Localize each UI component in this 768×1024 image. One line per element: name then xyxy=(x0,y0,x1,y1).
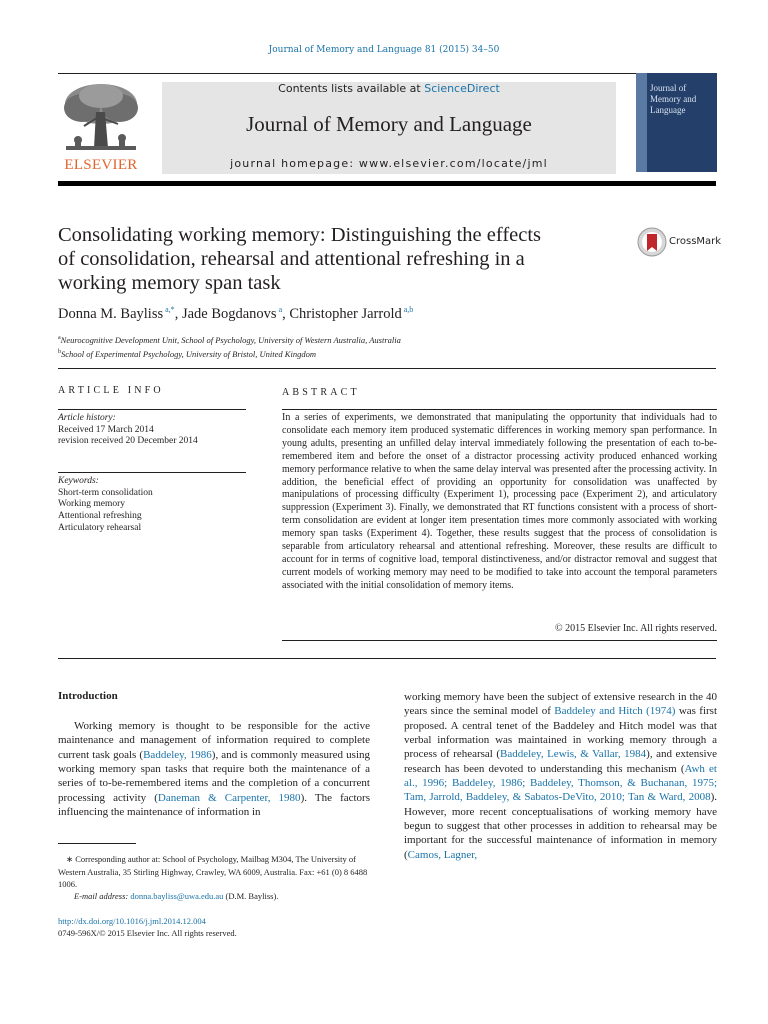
abstract-heading: ABSTRACT xyxy=(282,387,360,398)
header-bottom-rule xyxy=(58,181,716,186)
body-text-run: working memory have been the subject of extensive research in the 40 years since the seminal model of xyxy=(404,691,717,718)
affiliation-marker: a xyxy=(58,335,61,341)
body-separator-rule xyxy=(58,658,716,659)
body-text-run: was first proposed. A central tenet of the Baddeley and Hitch model was that verbal information was maintained in working memory through a process of rehearsal ( xyxy=(404,705,718,761)
doi-link[interactable]: http://dx.doi.org/10.1016/j.jml.2014.12.004 xyxy=(58,916,206,926)
citation-link[interactable]: Daneman & Carpenter, 1980 xyxy=(157,791,301,804)
crossmark-badge[interactable] xyxy=(637,227,722,257)
sciencedirect-link[interactable]: ScienceDirect xyxy=(424,82,500,95)
keywords xyxy=(58,476,246,535)
history-item: revision received 20 December 2014 xyxy=(58,436,198,447)
section-rule xyxy=(58,368,716,369)
keyword-item: Attentional refreshing xyxy=(58,511,142,522)
keyword-item: Working memory xyxy=(58,499,126,510)
article-title-line: of consolidation, rehearsal and attentional refreshing in a xyxy=(58,248,525,270)
cover-text-line: Memory and xyxy=(650,94,697,104)
citation-link[interactable]: Baddeley and Hitch (1974) xyxy=(554,705,676,718)
cover-text xyxy=(650,83,712,116)
author-separator: , xyxy=(174,305,182,322)
affiliations xyxy=(58,332,401,360)
citation-link[interactable]: Baddeley, Lewis, & Vallar, 1984 xyxy=(500,748,647,761)
author-name: Christopher Jarrold xyxy=(289,305,402,322)
body-text-run: Working memory is thought to be responsible for the active maintenance and management of information required to complete current task goals ( xyxy=(58,720,370,761)
journal-homepage[interactable]: journal homepage: www.elsevier.com/locate/jml xyxy=(230,157,548,170)
keyword-item: Short-term consolidation xyxy=(58,487,153,498)
cover-text-line: Journal of xyxy=(650,83,687,93)
journal-title: Journal of Memory and Language xyxy=(246,112,532,136)
affiliation-marker: b xyxy=(58,348,61,355)
email-label: E-mail address: xyxy=(74,891,131,901)
body-text-run: ). The factors influencing the maintenance of information in xyxy=(58,791,370,819)
contents-line xyxy=(162,82,616,95)
author-affiliation-marker[interactable]: a xyxy=(278,305,283,314)
author-separator: , xyxy=(282,305,290,322)
article-title-line: working memory span task xyxy=(58,272,281,294)
affiliation-text: School of Experimental Psychology, University of Bristol, United Kingdom xyxy=(61,348,316,359)
body-text-run: ), and is commonly measured using working memory span tasks that require both the maintenance of a series of to-be-remembered items and the completion of a concurrent processing activity ( xyxy=(58,748,371,804)
affiliation-line xyxy=(58,332,401,346)
author-name: Jade Bogdanovs xyxy=(181,305,277,322)
intro-paragraph-left xyxy=(58,719,370,819)
body-text-run: ), and extensive research has been devoted to understanding this mechanism ( xyxy=(404,748,717,775)
article-info-rule xyxy=(58,472,246,473)
elsevier-logo xyxy=(58,82,144,174)
author-affiliation-marker[interactable]: a,b xyxy=(403,305,414,314)
abstract-rule xyxy=(282,409,717,410)
keyword-item: Articulatory rehearsal xyxy=(58,522,142,533)
journal-citation[interactable]: Journal of Memory and Language 81 (2015) 34–50 xyxy=(268,45,500,55)
author-email-link[interactable]: donna.bayliss@uwa.edu.au xyxy=(130,891,224,901)
cover-text-line: Language xyxy=(650,105,686,115)
header-top-rule xyxy=(58,73,716,74)
journal-masthead xyxy=(162,82,616,174)
author-list xyxy=(58,305,413,323)
journal-cover-thumbnail[interactable] xyxy=(636,73,717,172)
article-title xyxy=(58,223,598,295)
affiliation-text: Neurocognitive Development Unit, School of Psychology, University of Western Australia, Australia xyxy=(60,334,401,345)
body-text-run: ). However, more recent conceptualisations of working memory have begun to suggest that other processes in addition to rehearsal may be important for the successful maintenance of information in memory ( xyxy=(404,791,717,861)
keywords-label: Keywords: xyxy=(58,476,99,486)
footnote-rule xyxy=(58,843,136,844)
corresponding-author-footnote: ∗ Corresponding author at: School of Psychology, Mailbag M304, The University of Western Australia, 35 Stirling Highway, Crawley, WA 6009, Australia. Fax: +61 (0) 8 6488 1006. xyxy=(58,854,368,889)
article-history xyxy=(58,413,246,448)
intro-paragraph-right xyxy=(404,690,717,862)
cover-stripe xyxy=(636,73,647,172)
crossmark-icon xyxy=(637,227,667,257)
affiliation-line xyxy=(58,346,401,360)
abstract-copyright: © 2015 Elsevier Inc. All rights reserved. xyxy=(554,623,717,634)
tree-logo-icon xyxy=(58,82,144,156)
history-item: Received 17 March 2014 xyxy=(58,424,154,435)
author-affiliation-marker[interactable]: a,* xyxy=(165,305,175,314)
citation-link[interactable]: Camos, Lagner, xyxy=(407,848,478,861)
article-title-line: Consolidating working memory: Distinguishing the effects xyxy=(58,224,542,246)
citation-link[interactable]: Awh et al., 1996; Baddeley, 1986; Baddeley, Thomson, & Buchanan, 1975; Tam, Jarrold, Baddeley, & Sabatos-DeVito, 2010; Tan & Ward, 2008 xyxy=(404,762,717,804)
email-suffix: (D.M. Bayliss). xyxy=(223,891,279,901)
history-label: Article history: xyxy=(58,413,116,423)
contents-prefix: Contents lists available at xyxy=(278,82,425,95)
issn-copyright: 0749-596X/© 2015 Elsevier Inc. All rights reserved. xyxy=(58,928,237,938)
introduction-heading: Introduction xyxy=(58,690,118,702)
abstract-rule xyxy=(282,640,717,641)
citation-link[interactable]: Baddeley, 1986 xyxy=(143,748,212,761)
email-footnote xyxy=(58,891,278,901)
author-name: Donna M. Bayliss xyxy=(58,305,164,322)
article-info-heading: ARTICLE INFO xyxy=(58,385,164,396)
publisher-name: ELSEVIER xyxy=(64,157,138,173)
crossmark-label: CrossMark xyxy=(669,236,722,247)
article-info-rule xyxy=(58,409,246,410)
abstract-text: In a series of experiments, we demonstrated that manipulating the opportunity that individuals had to consolidate each memory item produced systematic differences in working memory span performance. In young adults, presenting an unfilled delay interval immediately following the presentation of each to-be-remembered item and before the onset of a distractor processing activity produced enhanced working memory performance relative to when the same delay interval was presented after the processing activity. In addition, the beneficial effect of providing an opportunity for consolidation was unaffected by manipulations of processing difficulty (Experiment 1), processing pace (Experiment 2), and articulatory suppression (Experiment 3). Finally, we demonstrated that RT functions consistent with a process of short-term consolidation are evident at longer item presentation times more commonly associated with working memory span tasks (Experiment 4). Together, these results suggest that the process of consolidation is separable from articulatory rehearsal and attentional refreshing. Moreover, these results are difficult to account for in terms of cognitive load, temporal distinctiveness, and/or distractor removal and suggest that current models of working memory may need to be modified to take into account the temporal parameters associated with the initial consolidation of memory items. xyxy=(282,412,717,591)
